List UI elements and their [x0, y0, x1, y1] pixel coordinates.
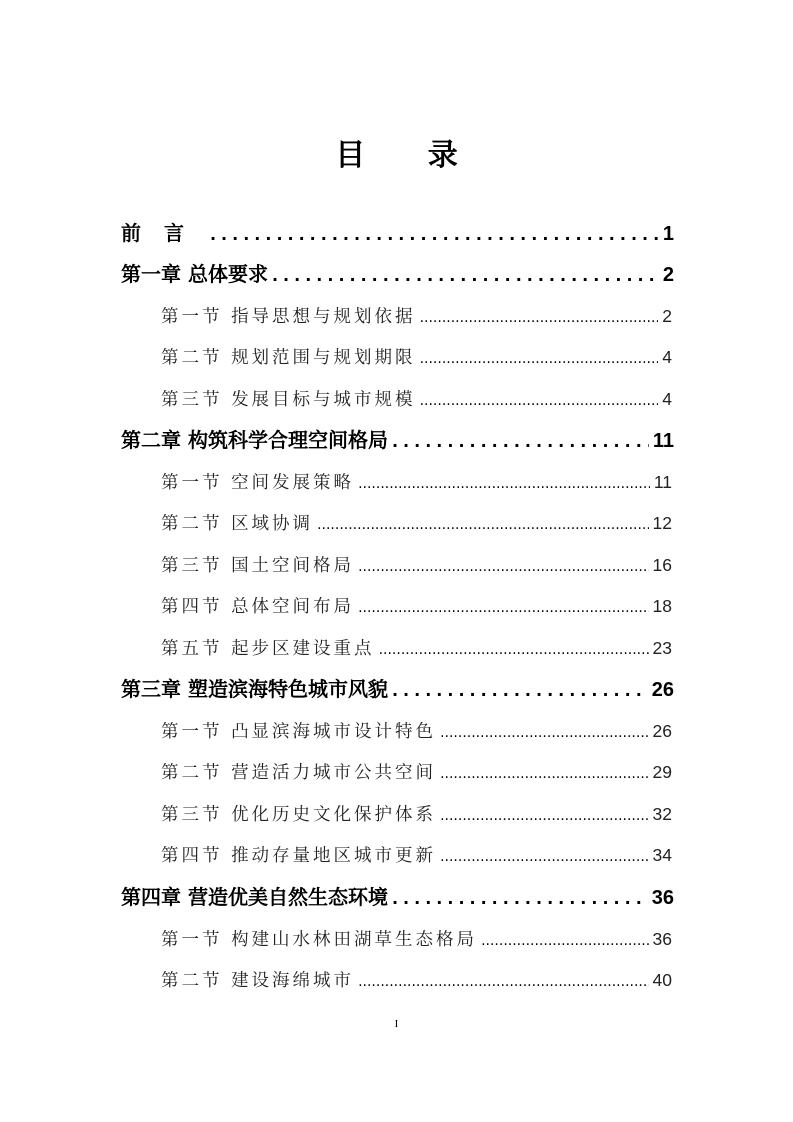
toc-entry-section[interactable]	[161, 383, 672, 415]
toc-entry-chapter-3[interactable]	[121, 671, 674, 707]
toc-page-number: 36	[651, 887, 674, 909]
toc-entry-section[interactable]	[161, 341, 672, 373]
toc-entry-label: 第二节 区域协调	[161, 514, 314, 534]
toc-leader-dots	[420, 385, 659, 417]
toc-entry-label: 第一节 凸显滨海城市设计特色	[161, 722, 437, 742]
toc-entry-label: 第四节 推动存量地区城市更新	[161, 846, 437, 866]
toc-entry-label: 第五节 起步区建设重点	[161, 639, 375, 659]
toc-page-number: 4	[662, 389, 672, 409]
toc-entry-label: 第三节 发展目标与城市规模	[161, 390, 416, 410]
toc-page-number: 32	[652, 804, 672, 824]
page-footer-number: I	[394, 1018, 399, 1030]
toc-leader-dots	[317, 509, 648, 541]
toc-entry-chapter-2[interactable]	[121, 422, 674, 458]
toc-leader-dots	[358, 468, 650, 500]
toc-entry-label: 第三节 优化历史文化保护体系	[161, 805, 437, 825]
toc-entry-section[interactable]	[161, 756, 672, 788]
toc-leader-dots	[440, 800, 648, 832]
toc-leader-dots	[392, 424, 649, 460]
toc-entry-section[interactable]	[161, 466, 672, 498]
toc-entry-label: 前 言	[121, 221, 192, 245]
toc-leader-dots	[379, 634, 649, 666]
toc-leader-dots	[210, 217, 659, 253]
toc-page-number: 34	[652, 845, 672, 865]
toc-leader-dots	[358, 551, 648, 583]
toc-entry-label: 第三节 国土空间格局	[161, 556, 355, 576]
toc-entry-label: 第二章 构筑科学合理空间格局	[121, 428, 388, 452]
toc-leader-dots	[440, 717, 648, 749]
toc-leader-dots	[420, 343, 659, 375]
toc-page-number: 11	[652, 430, 674, 452]
toc-leader-dots	[392, 673, 648, 709]
toc-entry-section[interactable]	[161, 549, 672, 581]
toc-entry-section[interactable]	[161, 798, 672, 830]
toc-entry-label: 第二节 营造活力城市公共空间	[161, 763, 437, 783]
toc-entry-label: 第一节 构建山水林田湖草生态格局	[161, 930, 478, 950]
toc-entry-section[interactable]	[161, 964, 672, 996]
toc-page-number: 2	[662, 264, 674, 286]
toc-page-number: 18	[652, 596, 672, 616]
toc-page-number: 4	[662, 347, 672, 367]
toc-page-number: 12	[652, 513, 672, 533]
toc-entry-label: 第三章 塑造滨海特色城市风貌	[121, 677, 388, 701]
toc-leader-dots	[440, 758, 648, 790]
toc-leader-dots	[420, 302, 659, 334]
toc-page-number: 23	[652, 638, 672, 658]
toc-leader-dots	[392, 881, 648, 917]
toc-page-number: 29	[652, 762, 672, 782]
toc-leader-dots	[440, 841, 648, 873]
toc-entry-section[interactable]	[161, 590, 672, 622]
toc-entry-label: 第四章 营造优美自然生态环境	[121, 885, 388, 909]
toc-entry-chapter-1[interactable]	[121, 256, 674, 292]
toc-entry-section[interactable]	[161, 507, 672, 539]
toc-entry-section[interactable]	[161, 839, 672, 871]
toc-entry-section[interactable]	[161, 715, 672, 747]
toc-page-number: 40	[652, 970, 672, 990]
toc-page-number: 1	[662, 223, 674, 245]
toc-leader-dots	[358, 966, 648, 998]
toc-entry-section[interactable]	[161, 300, 672, 332]
toc-page-number: 36	[652, 929, 672, 949]
toc-entry-label: 第一节 空间发展策略	[161, 473, 355, 493]
toc-leader-dots	[481, 925, 648, 957]
toc-entry-label: 第二节 规划范围与规划期限	[161, 348, 416, 368]
toc-leader-dots	[358, 592, 648, 624]
toc-page-number: 11	[653, 472, 672, 492]
toc-page-number: 2	[662, 306, 672, 326]
toc-entry-section[interactable]	[161, 923, 672, 955]
page-title: 目 录	[335, 138, 484, 173]
toc-entry-chapter-4[interactable]	[121, 879, 674, 915]
toc-entry-label: 第二节 建设海绵城市	[161, 971, 355, 991]
toc-entry-label: 第四节 总体空间布局	[161, 597, 355, 617]
toc-entry-label: 第一章 总体要求	[121, 262, 268, 286]
toc-entry-section[interactable]	[161, 632, 672, 664]
toc-entry-preface[interactable]	[121, 215, 674, 251]
toc-leader-dots	[272, 258, 659, 294]
toc-page-number: 26	[652, 721, 672, 741]
toc-entry-label: 第一节 指导思想与规划依据	[161, 307, 416, 327]
toc-page-number: 16	[652, 555, 672, 575]
toc-page-number: 26	[651, 679, 674, 701]
